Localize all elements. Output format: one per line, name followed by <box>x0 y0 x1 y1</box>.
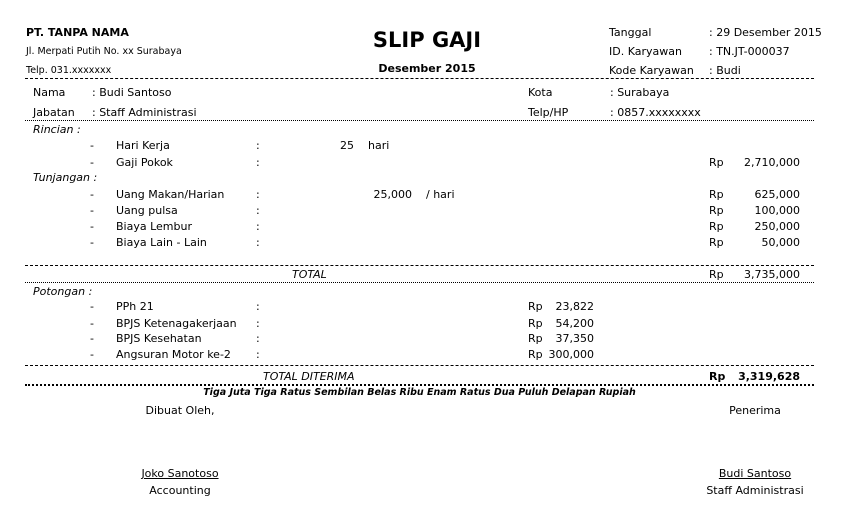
row-currency: Rp <box>528 348 543 361</box>
employee-name-value: : Budi Santoso <box>92 86 172 99</box>
row-currency: Rp <box>709 156 724 169</box>
row-dash: - <box>90 348 94 361</box>
date-value: : 29 Desember 2015 <box>709 26 822 39</box>
divider-before-total-received <box>25 365 814 366</box>
employee-code-label: Kode Karyawan <box>609 64 694 77</box>
row-label: Angsuran Motor ke-2 <box>116 348 231 361</box>
row-amount: 23,822 <box>555 300 594 313</box>
row-amount: 300,000 <box>548 348 594 361</box>
row-amount: 54,200 <box>555 317 594 330</box>
rincian-heading: Rincian : <box>33 123 81 136</box>
employee-name-label: Nama <box>33 86 66 99</box>
row-currency: Rp <box>528 317 543 330</box>
employee-city-label: Kota <box>528 86 553 99</box>
employee-id-value: : TN.JT-000037 <box>709 45 790 58</box>
row-dash: - <box>90 332 94 345</box>
signature-right-name: Budi Santoso <box>718 467 792 480</box>
company-name: PT. TANPA NAMA <box>26 26 129 39</box>
row-amount: 250,000 <box>754 220 800 233</box>
total-currency: Rp <box>709 268 724 281</box>
row-dash: - <box>90 220 94 233</box>
row-currency: Rp <box>709 220 724 233</box>
divider-header <box>25 78 814 79</box>
signature-right-role: Staff Administrasi <box>706 484 804 497</box>
employee-position-value: : Staff Administrasi <box>92 106 197 119</box>
row-dash: - <box>90 188 94 201</box>
row-dash: - <box>90 317 94 330</box>
row-colon: : <box>256 220 260 233</box>
employee-id-label: ID. Karyawan <box>609 45 682 58</box>
row-label: BPJS Ketenagakerjaan <box>116 317 237 330</box>
total-amount: 3,735,000 <box>744 268 800 281</box>
row-colon: : <box>256 317 260 330</box>
divider-after-total <box>25 282 814 283</box>
slip-title: SLIP GAJI <box>372 28 482 52</box>
signature-right-title: Penerima <box>729 404 781 417</box>
employee-phone-label: Telp/HP <box>528 106 569 119</box>
row-label: Uang pulsa <box>116 204 178 217</box>
row-currency: Rp <box>709 188 724 201</box>
divider-before-total <box>25 265 814 266</box>
total-received-label: TOTAL DITERIMA <box>263 370 355 383</box>
signature-left-name: Joko Sanotoso <box>141 467 219 480</box>
row-amount: 50,000 <box>761 236 800 249</box>
row-label: Uang Makan/Harian <box>116 188 225 201</box>
row-label: Biaya Lain - Lain <box>116 236 207 249</box>
row-amount: 625,000 <box>754 188 800 201</box>
divider-after-total-received <box>25 384 814 386</box>
row-colon: : <box>256 188 260 201</box>
row-colon: : <box>256 139 260 152</box>
slip-period: Desember 2015 <box>378 62 476 75</box>
row-qty: 25 <box>340 139 354 152</box>
employee-code-value: : Budi <box>709 64 741 77</box>
row-colon: : <box>256 332 260 345</box>
signature-left-role: Accounting <box>149 484 211 497</box>
employee-position-label: Jabatan <box>33 106 75 119</box>
divider-employee <box>25 120 814 121</box>
row-currency: Rp <box>528 300 543 313</box>
date-label: Tanggal <box>609 26 652 39</box>
row-unit: hari <box>368 139 390 152</box>
row-qty: 25,000 <box>373 188 412 201</box>
row-label: PPh 21 <box>116 300 154 313</box>
row-currency: Rp <box>709 204 724 217</box>
row-amount: 100,000 <box>754 204 800 217</box>
total-received-amount: 3,319,628 <box>738 370 800 383</box>
row-label: Biaya Lembur <box>116 220 192 233</box>
row-colon: : <box>256 300 260 313</box>
row-currency: Rp <box>528 332 543 345</box>
row-currency: Rp <box>709 236 724 249</box>
company-address: Jl. Merpati Putih No. xx Surabaya <box>26 46 182 57</box>
company-phone: Telp. 031.xxxxxxx <box>26 65 112 76</box>
row-dash: - <box>90 236 94 249</box>
row-dash: - <box>90 300 94 313</box>
total-received-currency: Rp <box>709 370 726 383</box>
employee-phone-value: : 0857.xxxxxxxx <box>610 106 701 119</box>
row-unit: / hari <box>426 188 455 201</box>
row-colon: : <box>256 236 260 249</box>
row-amount: 37,350 <box>555 332 594 345</box>
signature-left-title: Dibuat Oleh, <box>145 404 215 417</box>
tunjangan-heading: Tunjangan : <box>33 171 98 184</box>
amount-in-words: Tiga Juta Tiga Ratus Sembilan Belas Ribu Enam Ratus Dua Puluh Delapan Rupiah <box>203 387 636 398</box>
row-label: Hari Kerja <box>116 139 170 152</box>
potongan-heading: Potongan : <box>33 285 93 298</box>
employee-city-value: : Surabaya <box>610 86 670 99</box>
row-colon: : <box>256 204 260 217</box>
row-label: BPJS Kesehatan <box>116 332 202 345</box>
row-dash: - <box>90 204 94 217</box>
row-amount: 2,710,000 <box>744 156 800 169</box>
row-dash: - <box>90 156 94 169</box>
row-dash: - <box>90 139 94 152</box>
total-label: TOTAL <box>292 268 327 281</box>
row-colon: : <box>256 348 260 361</box>
row-label: Gaji Pokok <box>116 156 173 169</box>
row-colon: : <box>256 156 260 169</box>
